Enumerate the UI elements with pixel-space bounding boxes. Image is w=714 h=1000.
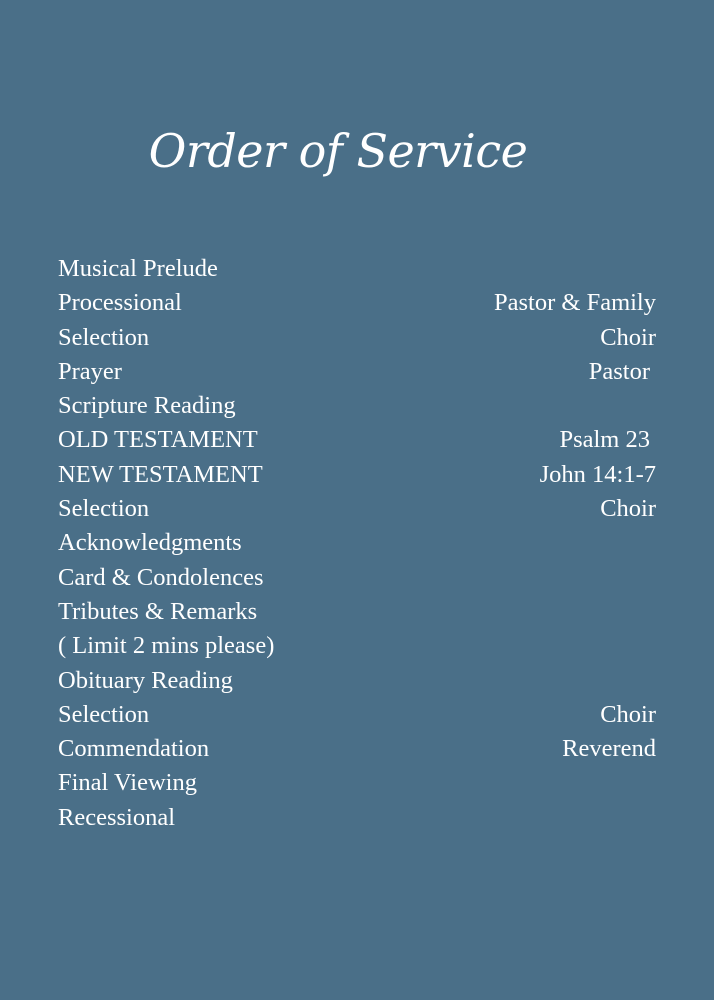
program-row xyxy=(58,458,656,492)
program-row xyxy=(58,595,656,629)
program-item: Tributes & Remarks xyxy=(58,597,258,625)
program-row xyxy=(58,389,656,423)
program-performer: Psalm 23 xyxy=(559,426,650,454)
program-performer: John 14:1-7 xyxy=(539,460,656,488)
program-item: Selection xyxy=(58,323,150,351)
program-performer: Choir xyxy=(600,700,656,728)
program-row xyxy=(58,766,656,800)
program-item: Processional xyxy=(58,289,182,317)
program-row xyxy=(58,664,656,698)
program-item: Recessional xyxy=(58,803,176,831)
program-row xyxy=(58,423,656,457)
program-performer: Reverend xyxy=(562,735,656,763)
program-item: Acknowledgments xyxy=(58,529,242,557)
program-row xyxy=(58,801,656,835)
program-item: Scripture Reading xyxy=(58,392,236,420)
program-row xyxy=(58,321,656,355)
program-row xyxy=(58,732,656,766)
program-item: NEW TESTAMENT xyxy=(58,460,263,488)
program-row xyxy=(58,561,656,595)
program-item: Selection xyxy=(58,495,150,523)
program-row xyxy=(58,492,656,526)
program-item: ( Limit 2 mins please) xyxy=(58,632,275,660)
program-performer: Choir xyxy=(600,323,656,351)
program-item: Commendation xyxy=(58,735,210,763)
program-row xyxy=(58,526,656,560)
program-performer: Pastor xyxy=(588,357,650,385)
program-item: Card & Condolences xyxy=(58,563,264,591)
program-item: Obituary Reading xyxy=(58,666,233,694)
page-title: Order of Service xyxy=(148,124,528,178)
program-item: Musical Prelude xyxy=(58,255,218,282)
program-row xyxy=(58,286,656,320)
program-row xyxy=(58,252,656,286)
program-item: Selection xyxy=(58,700,150,728)
program-item: Prayer xyxy=(58,357,122,385)
program-row xyxy=(58,698,656,732)
program-performer: Choir xyxy=(600,495,656,523)
program-item: OLD TESTAMENT xyxy=(58,426,258,454)
program-item: Final Viewing xyxy=(58,769,197,797)
program-performer: Pastor & Family xyxy=(494,289,656,317)
program-list xyxy=(58,252,656,835)
program-row xyxy=(58,629,656,663)
program-row xyxy=(58,355,656,389)
